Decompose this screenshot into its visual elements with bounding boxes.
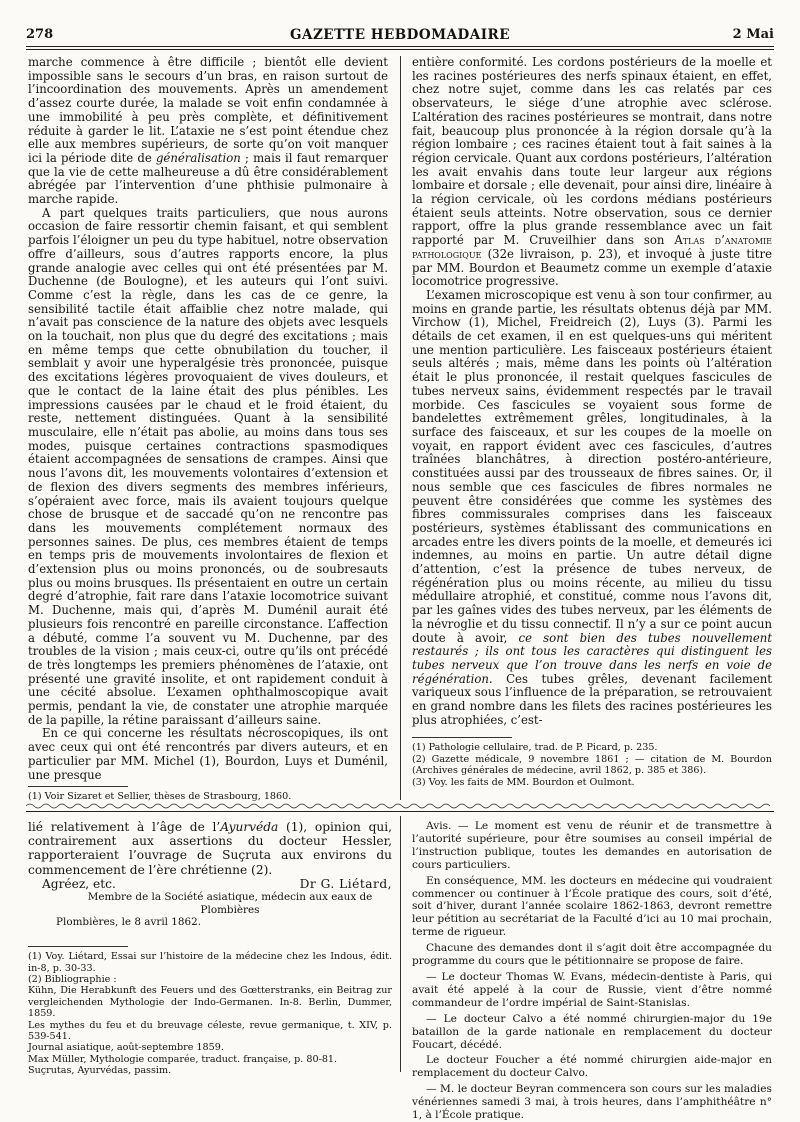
article-right-column <box>412 56 772 798</box>
letter-footnote-6: Max Müller, Mythologie comparée, traduct. française, p. 80-81. <box>28 1053 338 1065</box>
article-left-column <box>28 55 388 803</box>
signature-affiliation: Membre de la Société asiatique, médecin aux eaux de Plombières <box>87 891 373 916</box>
footnote-rule <box>412 737 512 738</box>
paragraph-1-end: ; mais il faut remarquer que la vie de cette malheureuse a dû être considérablement abrégée par l’intervention d’une phthisie pulmonaire à marche rapide. <box>28 150 388 207</box>
news-item-7: — M. le docteur Beyran commencera son cours sur les maladies vénériennes samedi 3 mai, à trois heures, dans l’amphithéâtre n° 1, à l’École pratique. <box>412 1083 772 1122</box>
page-number: 278 <box>26 27 54 42</box>
paragraph-1-emphasis: généralisation <box>155 150 241 165</box>
footnote-r3: (3) Voy. les faits de MM. Bourdon et Oulmont. <box>412 776 635 788</box>
footnote-rule <box>28 946 128 947</box>
letter-text: lié relativement à l’âge de l’ <box>28 820 221 834</box>
news-item-2: En conséquence, MM. les docteurs en médecine qui voudraient commencer ou continuer à l’École pratique des cours, soit d’été, soit d’hiver, durant l’année scolaire 1862-1863, devront remettre leur pétition au secrétariat de la Faculté d’ici au 10 mai prochain, terme de rigueur. <box>412 874 772 939</box>
signature-place-date: Plombières, le 8 avril 1862. <box>56 915 202 928</box>
letter-footnote-3: Kühn, Die Herabkunft des Feuers und des Gœtterstranks, ein Beitrag zur vergleichenden Mythologie der Indo-Germanen. In-8. Berlin, Dummer, 1859. <box>28 985 392 1020</box>
header-rule-thin <box>26 49 774 50</box>
paragraph-1 <box>28 56 388 207</box>
column-divider-lower <box>400 816 401 1072</box>
letter-footnote-1: (1) Voy. Liétard, Essai sur l’histoire de la médecine chez les Indous, édit. in-8, p. 30-33. <box>28 951 392 974</box>
footnote-1: (1) Voir Sizaret et Sellier, thèses de Strasbourg, 1860. <box>28 791 292 803</box>
header-rule <box>26 46 774 47</box>
section-separator-ornament <box>26 802 774 810</box>
news-item-1: Avis. — Le moment est venu de réunir et de transmettre à l’autorité supérieure, pour être soumises au conseil impérial de l’instruction publique, toutes les demandes en autorisation de cours particuliers. <box>412 820 772 871</box>
letter-footnote-2: (2) Bibliographie : <box>28 973 117 985</box>
paragraph-4-text: entière conformité. Les cordons postérieurs de la moelle et les racines postérieures des nerfs spinaux étaient, en effet, chez notre sujet, comme dans les cas relatés par ces observateurs, le siége d’une atrophie avec sclérose. L’altération des racines postérieures se montrait, dans notre fait, beaucoup plus prononcée à la région dorsale qu’à la région lombaire ; ces racines étaient tout à fait saines à la région cervicale. Quant aux cordons postérieurs, l’altération les avait envahis dans toute leur largeur aux régions lombaire et dorsale ; elle devenait, pour ainsi dire, linéaire à la région cervicale, où les cordons médians postérieurs étaient seuls atteints. Notre observation, sous ce dernier rapport, offre la plus grande ressemblance avec un fait rapporté par M. Cruveilhier dans son <box>412 55 772 248</box>
news-item-4: — Le docteur Thomas W. Evans, médecin-dentiste à Paris, qui avait été appelé à la cour de Russie, vient d’être nommé commandeur de l’ordre impérial de Saint-Stanislas. <box>412 970 772 1009</box>
letter-closing: Agréez, etc. <box>42 876 116 891</box>
letter-footnote-5: Journal asiatique, août-septembre 1859. <box>28 1042 224 1054</box>
paragraph-4 <box>412 56 772 289</box>
atlas-title: Atlas d’anatomie pathologique <box>412 233 773 261</box>
paragraph-5-emphasis: ce sont bien des tubes nouvellement restaurés ; ils ont tous les caractères qui distinguent les tubes nerveux que l’on trouve dans les nerfs en voie de régénération. <box>412 630 773 686</box>
letter-footnote-7: Suçrutas, Ayurvédas, passim. <box>28 1065 172 1077</box>
column-divider <box>400 56 401 800</box>
news-item-3: Chacune des demandes dont il s’agit doit être accompagnée du programme du cours que le pétitionnaire se propose de faire. <box>412 942 772 968</box>
footnote-r2: (2) Gazette médicale, 9 novembre 1861 ; — citation de M. Bourdon (Archives générales de médecine, avril 1862, p. 385 et 386). <box>412 753 772 777</box>
paragraph-5-text: L’examen microscopique est venu à son tour confirmer, au moins en grande partie, les résultats obtenus déjà par MM. Virchow (1), Michel, Freidreich (2), Luys (3). Parmi les détails de cet examen, il en est quelques-uns qui méritent une mention particulière. Les faisceaux postérieurs étaient seuls altérés ; mais, même dans les points où l’altération était le plus prononcée, il restait quelques fascicules de tubes nerveux sains, évidemment respectés par le travail morbide. Ces fascicules se voyaient sous forme de bandelettes extrêmement grêles, longitudinales, à la surface des faisceaux, et sur les coupes de la moelle on voyait, en rapport évident avec ces fascicules, d’autres traînées blanchâtres, à direction postéro-antérieure, constituées aussi par des trousseaux de fibres saines. Or, il nous semble que ces fascicules de fibres normales ne peuvent être considérées que comme les systèmes des fibres commissurales comprises dans les faisceaux postérieurs, systèmes établissant des communications en arcades entre les divers points de la moelle, et demeurés ici indemnes, au moins en partie. Un autre détail digne d’attention, c’est la présence de tubes nerveux, de régénération plus ou moins récente, au milieu du tissu médullaire atrophié, et constitué, comme nous l’avons dit, par les gaînes vides des tubes nerveux, par les éléments de la névroglie et du tissu connectif. Il n’y a sur ce point aucun doute à avoir, <box>412 287 772 645</box>
issue-date: 2 Mai <box>732 27 774 42</box>
paragraph-5 <box>412 289 772 728</box>
letter-text-end: (1), opinion qui, contrairement aux assertions du docteur Hessler, rapporteraient l’ouvrage de Suçruta aux environs du commencement de l’ère chrétienne (2). <box>28 820 392 877</box>
section-separator-rule <box>26 811 774 812</box>
news-item-5: — Le docteur Calvo a été nommé chirurgien-major du 19e bataillon de la garde nationale en remplacement du docteur Foucart, décédé. <box>412 1012 772 1051</box>
paragraph-4-end: (32e livraison, p. 23), et invoqué à juste titre par MM. Bourdon et Beaumetz comme un exemple d’ataxie locomotrice progressive. <box>412 246 772 289</box>
footnote-rule <box>28 786 128 787</box>
paragraph-2: A part quelques traits particuliers, que nous aurons occasion de faire ressortir chemin faisant, et qui semblent parfois l’éloigner un peu du type habituel, notre observation offre d’ailleurs, sous d’autres rapports encore, la plus grande analogie avec celles qui ont été présentées par M. Duchenne (de Boulogne), et les auteurs qui l’ont suivi. Comme c’est la règle, dans les cas de ce genre, la sensibilité tactile était affaiblie chez notre malade, qui n’avait pas conscience de la nature des objets avec lesquels on la touchait, non plus que du degré des excitations ; mais en même temps que cette obnubilation du toucher, il semblait y avoir une hyperalgésie très prononcée, puisque des excitations légères provoquaient de vives douleurs, et que le contact de la laine était des plus pénibles. Les impressions causées par le chaud et le froid étaient, du reste, nettement distinguées. Quant à la sensibilité musculaire, elle n’était pas abolie, au moins dans tous ses modes, puisque certaines contractions spasmodiques étaient accompagnées de sensations de crampes. Ainsi que nous l’avons dit, les mouvements volontaires d’extension et de flexion des divers segments des membres inférieurs, s’opéraient avec force, mais ils avaient toujours quelque chose de brusque et de saccadé qu’on ne rencontre pas dans les mouvements complétement normaux des personnes saines. De plus, ces membres étaient de temps en temps pris de mouvements involontaires de flexion et d’extension plus ou moins prononcés, ou de soubresauts plus ou moins brusques. Ils présentaient en outre un certain degré d’atrophie, fait rare dans l’ataxie locomotrice suivant M. Duchenne, mais qui, d’après M. Duménil aurait été plusieurs fois rencontré en pareille circonstance. L’affection a débuté, comme l’a souvent vu M. Duchenne, par des troubles de la vision ; mais ceux-ci, outre qu’ils ont précédé de très longtemps les premiers phénomènes de l’ataxie, ont présenté une gravité insolite, et ont rapidement conduit à une cécité absolue. L’examen ophthalmoscopique avait permis, pendant la vie, de constater une atrophie marquée de la papille, la rétine paraissant d’ailleurs saine. <box>28 205 388 727</box>
letter-column <box>28 820 392 1077</box>
publication-title: GAZETTE HEBDOMADAIRE <box>289 27 511 43</box>
paragraph-3: En ce qui concerne les résultats nécroscopiques, ils ont avec ceux qui ont été rencontrés par divers auteurs, et en particulier par MM. Michel (1), Bourdon, Luys et Duménil, une presque <box>28 726 388 782</box>
ayurveda-emphasis: Ayurvéda <box>220 820 279 834</box>
letter-footnote-4: Les mythes du feu et du breuvage céleste, revue germanique, t. XIV, p. 539-541. <box>28 1019 392 1042</box>
news-item-6: Le docteur Foucher a été nommé chirurgien aide-major en remplacement du docteur Calvo. <box>412 1054 772 1080</box>
footnote-r1: (1) Pathologie cellulaire, trad. de P. Picard, p. 235. <box>412 742 658 754</box>
newspaper-page <box>26 24 774 1122</box>
right-footnotes <box>412 737 772 788</box>
page-header <box>26 24 774 46</box>
paragraph-1-text: marche commence à être difficile ; bientôt elle devient impossible sans le secours d’un bras, en raison surtout de l’incoordination des mouvements. Après un amendement d’assez courte durée, la malade se voit enfin condamnée à une immobilité à peu près complète, et définitivement réduite à garder le lit. L’ataxie ne s’est point étendue chez elle aux membres supérieurs, de sorte qu’on voit manquer ici la période dite de <box>28 55 388 165</box>
letter-footnotes <box>28 946 392 1076</box>
letter-signature: Dr G. Liétard, <box>299 877 392 892</box>
letter-closing-paragraph <box>28 820 392 877</box>
left-footnotes <box>28 786 388 802</box>
news-column <box>412 820 772 1122</box>
paragraph-5-end: Ces tubes grêles, devenant facilement variqueux sous l’influence de la préparation, se retrouvaient en grand nombre dans les filets des racines postérieures les plus atrophiées, c’est- <box>412 671 772 727</box>
